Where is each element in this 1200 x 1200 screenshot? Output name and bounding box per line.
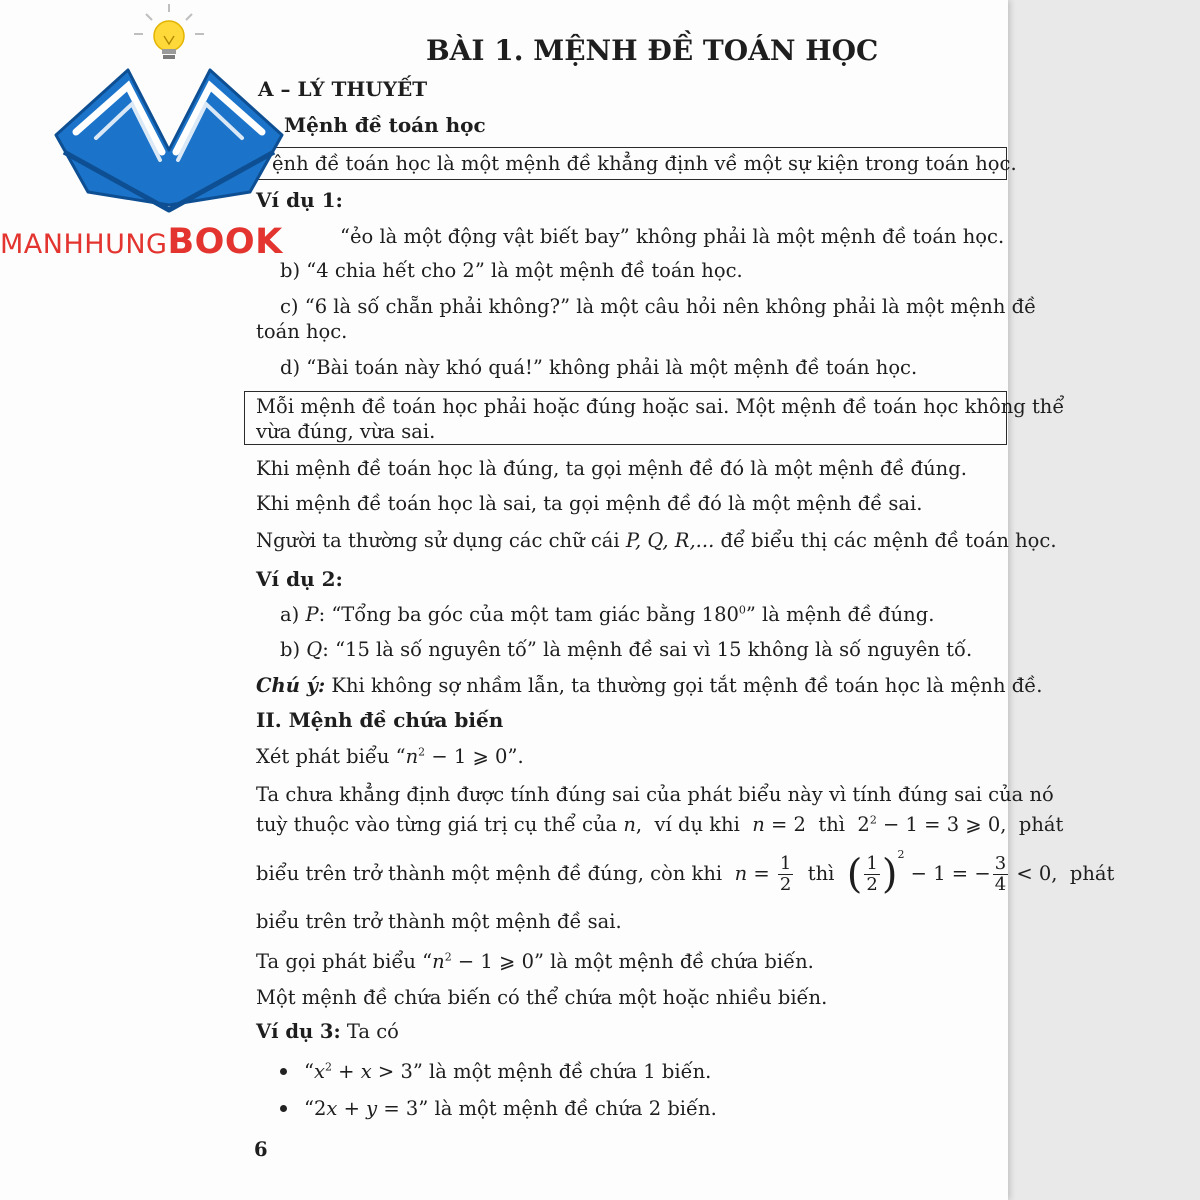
lesson-title: BÀI 1. MỆNH ĐỀ TOÁN HỌC xyxy=(426,34,879,67)
paragraph-line2-b: ví dụ khi xyxy=(654,813,740,836)
example-2-b-symbol: Q xyxy=(306,638,323,661)
call-text-a: Ta gọi phát biểu “ xyxy=(256,950,433,973)
brand-name-part1: MANHHUNG xyxy=(0,229,168,260)
example-2-a-tail: ” là mệnh đề đúng. xyxy=(745,603,935,626)
bullet-dot xyxy=(280,1105,287,1112)
consider-statement: Xét phát biểu “$n^2 - 1$ ⩾ 0”. xyxy=(256,745,524,768)
paragraph-line1: Ta chưa khẳng định được tính đúng sai của phát biểu này vì tính đúng sai của nó xyxy=(256,783,1054,806)
section-i-heading: Mệnh đề toán học xyxy=(284,113,486,137)
page-number: 6 xyxy=(254,1138,268,1161)
example-2-a-label: a) xyxy=(280,603,300,626)
note-text: Khi không sợ nhầm lẫn, ta thường gọi tắt mệnh đề toán học là mệnh đề. xyxy=(331,674,1043,697)
example-2-title: Ví dụ 2: xyxy=(256,567,343,591)
example-3-text: Ta có xyxy=(346,1020,399,1043)
bullet-item-1: “$x^2 + x > 3$” là một mệnh đề chứa 1 biến. xyxy=(304,1060,712,1083)
bullet-item-2: “2x + y = 3” là một mệnh đề chứa 2 biến. xyxy=(304,1097,717,1120)
paragraph-line3-c: phát xyxy=(1069,862,1115,885)
paragraph-line2-d: phát xyxy=(1018,813,1064,836)
example-1-a: “ẻo là một động vật biết bay” không phải là một mệnh đề toán học. xyxy=(340,225,1005,248)
example-1-b: b) “4 chia hết cho 2” là một mệnh đề toán học. xyxy=(280,259,743,282)
definition-text: ệnh đề toán học là một mệnh đề khẳng định về một sự kiện trong toán học. xyxy=(272,152,1017,175)
example-3-line xyxy=(256,1020,399,1043)
multi-variable-text: Một mệnh đề chứa biến có thể chứa một hoặc nhiều biến. xyxy=(256,986,828,1009)
example-1-d: d) “Bài toán này khó quá!” không phải là một mệnh đề toán học. xyxy=(280,356,918,379)
example-3-title: Ví dụ 3: xyxy=(256,1020,341,1043)
paragraph-line3: biểu trên trở thành một mệnh đề đúng, còn khi n = $\frac{1}{2}$ thì ( $\frac{1}{2}$ )$^2$ − 1 = − $\frac{3}{4}$ < 0, phát xyxy=(256,848,1115,898)
true-statement-text: Khi mệnh đề toán học là đúng, ta gọi mệnh đề đó là một mệnh đề đúng. xyxy=(256,457,967,480)
example-1-c-line1: c) “6 là số chẵn phải không?” là một câu hỏi nên không phải là một mệnh đề xyxy=(280,295,1037,318)
letters-text-a: Người ta thường sử dụng các chữ cái xyxy=(256,529,620,552)
paragraph-line2-a: tuỳ thuộc vào từng giá trị cụ thể của xyxy=(256,813,618,836)
example-2-a-text: : “Tổng ba góc của một tam giác bằng 180 xyxy=(318,603,739,626)
paragraph-line4: biểu trên trở thành một mệnh đề sai. xyxy=(256,910,622,933)
section-a-heading: A – LÝ THUYẾT xyxy=(258,77,428,101)
brand-name xyxy=(0,222,283,262)
call-text-b: ” là một mệnh đề chứa biến. xyxy=(533,950,814,973)
paragraph-line3-a: biểu trên trở thành một mệnh đề đúng, còn khi xyxy=(256,862,723,885)
false-statement-text: Khi mệnh đề toán học là sai, ta gọi mệnh đề đó là một mệnh đề sai. xyxy=(256,492,923,515)
paragraph-line2: tuỳ thuộc vào từng giá trị cụ thể của n, ví dụ khi n = 2 thì $2^2 - 1 = 3$ ⩾ 0, phát xyxy=(256,813,1064,836)
call-statement: Ta gọi phát biểu “$n^2 - 1$ ⩾ 0” là một mệnh đề chứa biến. xyxy=(256,950,814,973)
brand-name-part2: BOOK xyxy=(167,222,283,262)
letters-symbols: P, Q, R,... xyxy=(625,529,715,552)
paragraph-line3-b: thì xyxy=(807,862,835,885)
example-1-title: Ví dụ 1: xyxy=(256,188,343,212)
paragraph-line2-c: thì xyxy=(818,813,845,836)
note-label: Chú ý: xyxy=(256,674,326,697)
consider-text-b: ”. xyxy=(507,745,524,768)
section-ii-heading: II. Mệnh đề chứa biến xyxy=(256,708,504,732)
open-book-lightbulb-icon xyxy=(0,0,345,230)
note-line xyxy=(256,674,1042,697)
bullet-1-text: ” là một mệnh đề chứa 1 biến. xyxy=(412,1060,712,1083)
letters-text-c: để biểu thị các mệnh đề toán học. xyxy=(720,529,1057,552)
letters-text xyxy=(256,529,1057,552)
bullet-dot xyxy=(280,1068,287,1075)
true-false-line2: vừa đúng, vừa sai. xyxy=(256,420,436,443)
example-1-c-line2: toán học. xyxy=(256,320,348,343)
example-2-b-text: : “15 là số nguyên tố” là mệnh đề sai vì 15 không là số nguyên tố. xyxy=(322,638,973,661)
brand-logo xyxy=(0,0,345,270)
example-2-a xyxy=(280,603,934,626)
example-2-a-symbol: P xyxy=(305,603,319,626)
example-2-b xyxy=(280,638,972,661)
consider-text-a: Xét phát biểu “ xyxy=(256,745,406,768)
degree-superscript: 0 xyxy=(738,603,746,617)
true-false-line1: Mỗi mệnh đề toán học phải hoặc đúng hoặc sai. Một mệnh đề toán học không thể xyxy=(256,395,1065,418)
bullet-2-text: ” là một mệnh đề chứa 2 biến. xyxy=(418,1097,717,1120)
example-2-b-label: b) xyxy=(280,638,301,661)
